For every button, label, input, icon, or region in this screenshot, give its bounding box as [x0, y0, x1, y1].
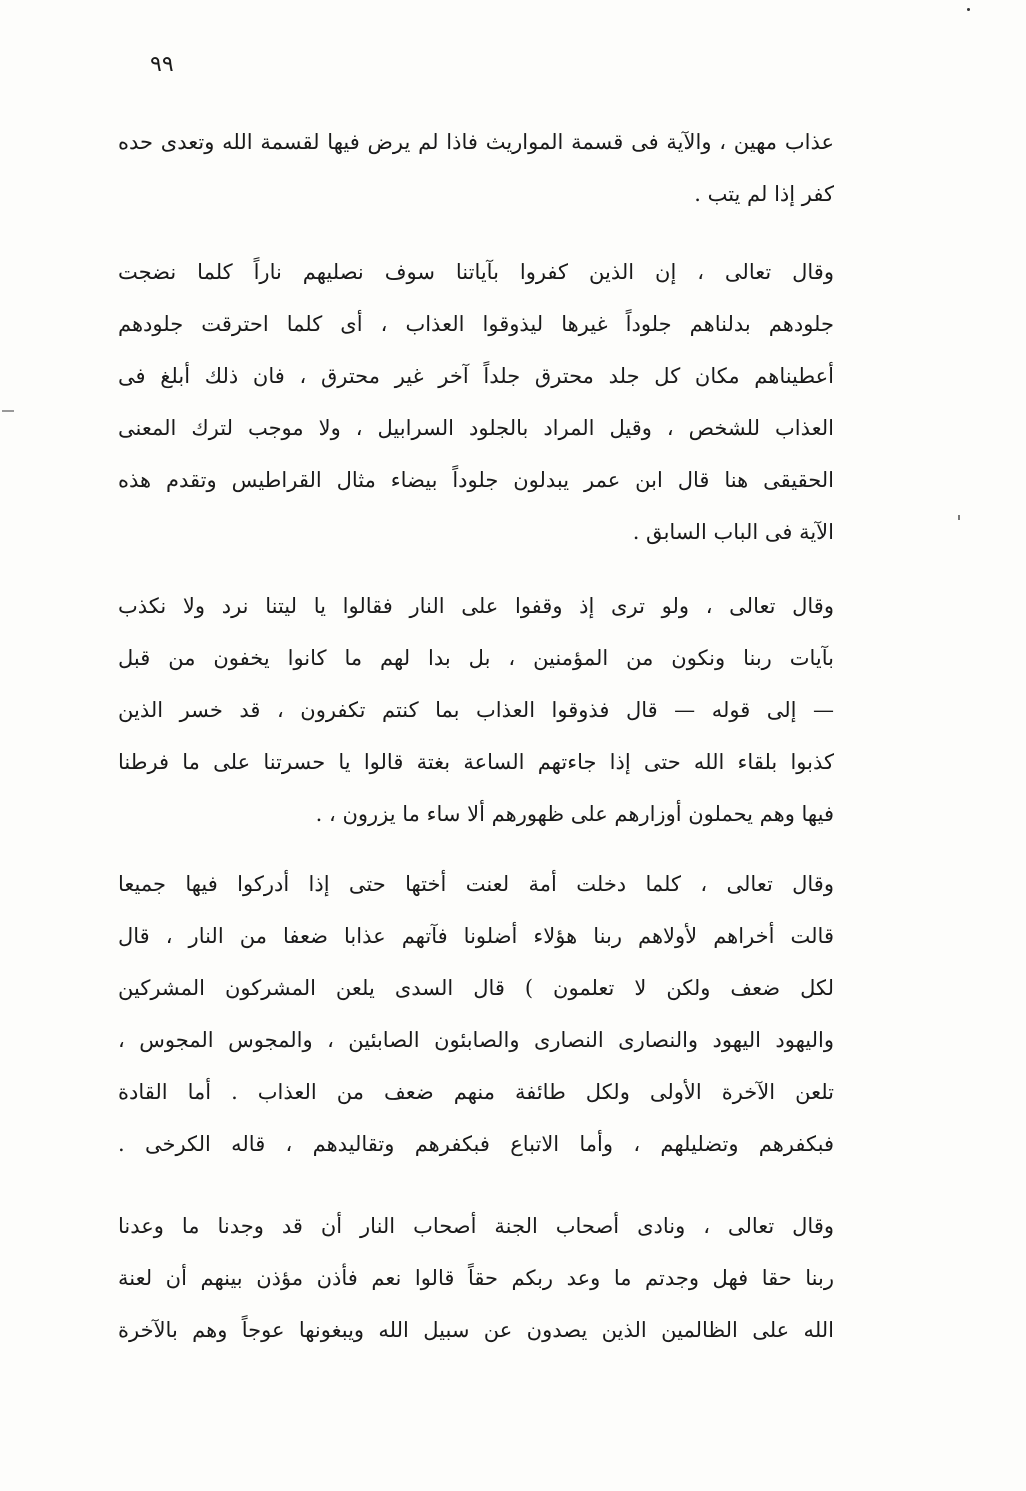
scan-speck: [967, 8, 970, 11]
text-line: كذبوا بلقاء الله حتى إذا جاءتهم الساعة بغتة قالوا يا حسرتنا على ما فرطنا: [118, 750, 834, 774]
text-line: — إلى قوله — قال فذوقوا العذاب بما كنتم تكفرون ، قد خسر الذين: [118, 698, 834, 722]
text-line: فيها وهم يحملون أوزارهم على ظهورهم ألا ساء ما يزرون ، .: [315, 802, 834, 826]
page-number: ٩٩: [150, 52, 174, 77]
paragraph-4: [118, 858, 834, 1170]
text-line: أعطيناهم مكان كل جلد محترق جلداً آخر غير محترق ، فان ذلك أبلغ فى: [118, 364, 834, 388]
text-line: تلعن الآخرة الأولى ولكل طائفة منهم ضعف من العذاب . أما القادة: [118, 1080, 834, 1104]
text-line: عذاب مهين ، والآية فى قسمة المواريث فاذا لم يرض فيها لقسمة الله وتعدى حده: [118, 130, 834, 154]
text-line: ربنا حقا فهل وجدتم ما وعد ربكم حقاً قالوا نعم فأذن مؤذن بينهم أن لعنة: [118, 1266, 834, 1290]
text-line: جلودهم بدلناهم جلوداً غيرها ليذوقوا العذاب ، أى كلما احترقت جلودهم: [118, 312, 834, 336]
text-line: كفر إذا لم يتب .: [694, 182, 834, 206]
text-line: فبكفرهم وتضليلهم ، وأما الاتباع فبكفرهم وتقاليدهم ، قاله الكرخى .: [118, 1132, 834, 1156]
text-line: الحقيقى هنا قال ابن عمر يبدلون جلوداً بيضاء مثال القراطيس وتقدم هذه: [118, 468, 834, 492]
text-line: قالت أخراهم لأولاهم ربنا هؤلاء أضلونا فآتهم عذابا ضعفا من النار ، قال: [118, 924, 834, 948]
paragraph-2: [118, 246, 834, 558]
text-line: وقال تعالى ، ولو ترى إذ وقفوا على النار فقالوا يا ليتنا نرد ولا نكذب: [118, 594, 834, 618]
text-line: الآية فى الباب السابق .: [632, 520, 834, 544]
paragraph-1: [118, 116, 834, 220]
scan-speck: [958, 515, 960, 520]
text-line: بآيات ربنا ونكون من المؤمنين ، بل بدا لهم ما كانوا يخفون من قبل: [118, 646, 834, 670]
text-line: وقال تعالى ، كلما دخلت أمة لعنت أختها حتى إذا أدركوا فيها جميعا: [118, 872, 834, 896]
text-line: لكل ضعف ولكن لا تعلمون ) قال السدى يلعن المشركون المشركين: [118, 976, 834, 1000]
paragraph-3: [118, 580, 834, 840]
scan-speck: [2, 410, 14, 412]
text-line: العذاب للشخص ، وقيل المراد بالجلود السرابيل ، ولا موجب لترك المعنى: [118, 416, 834, 440]
text-line: واليهود اليهود والنصارى النصارى والصابئون الصابئين ، والمجوس المجوس ،: [118, 1028, 835, 1052]
text-line: الله على الظالمين الذين يصدون عن سبيل الله ويبغونها عوجاً وهم بالآخرة: [118, 1318, 834, 1342]
paragraph-5: [118, 1200, 834, 1356]
text-line: وقال تعالى ، إن الذين كفروا بآياتنا سوف نصليهم ناراً كلما نضجت: [118, 260, 834, 284]
text-line: وقال تعالى ، ونادى أصحاب الجنة أصحاب النار أن قد وجدنا ما وعدنا: [118, 1214, 834, 1238]
